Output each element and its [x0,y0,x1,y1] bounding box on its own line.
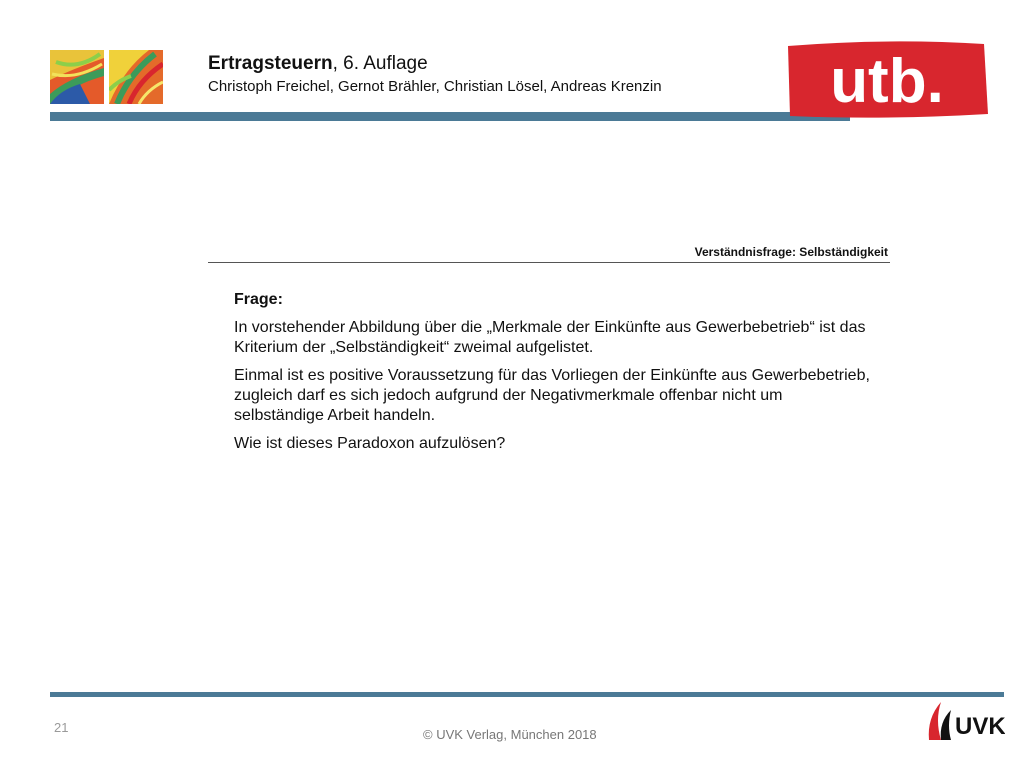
footer-divider-bar [50,692,1004,697]
cover-thumbnail-1 [50,50,104,104]
question-label: Frage: [234,291,283,308]
question-paragraph-1: In vorstehender Abbildung über die „Merkmale der Einkünfte aus Gewerbebetrieb“ ist das Kriterium der „Selbständigkeit“ zweimal aufgelistet. [234,319,866,356]
section-heading: Verständnisfrage: Selbständigkeit [694,245,888,259]
utb-logo [786,40,988,118]
page-number: 21 [54,720,69,735]
uvk-logo-text: UVK [955,713,1005,740]
cover-thumbnail-2 [109,50,163,104]
section-divider [208,262,890,263]
question-block [234,290,874,462]
copyright-notice: © UVK Verlag, München 2018 [423,727,597,742]
question-paragraph-2: Einmal ist es positive Voraussetzung für das Vorliegen der Einkünfte aus Gewerbebetrieb, zugleich darf es sich jedoch aufgrund der Negativmerkmale offenbar nicht um selbständige Arbeit handeln. [234,367,870,424]
question-paragraph-3: Wie ist dieses Paradoxon aufzulösen? [234,435,506,452]
book-authors: Christoph Freichel, Gernot Brähler, Christian Lösel, Andreas Krenzin [208,78,662,95]
book-title [208,53,428,75]
utb-logo-text: utb. [830,47,944,116]
book-title-edition: , 6. Auflage [332,53,428,74]
header-divider-bar [50,112,850,121]
book-title-bold: Ertragsteuern [208,53,333,74]
uvk-logo [925,700,1005,742]
